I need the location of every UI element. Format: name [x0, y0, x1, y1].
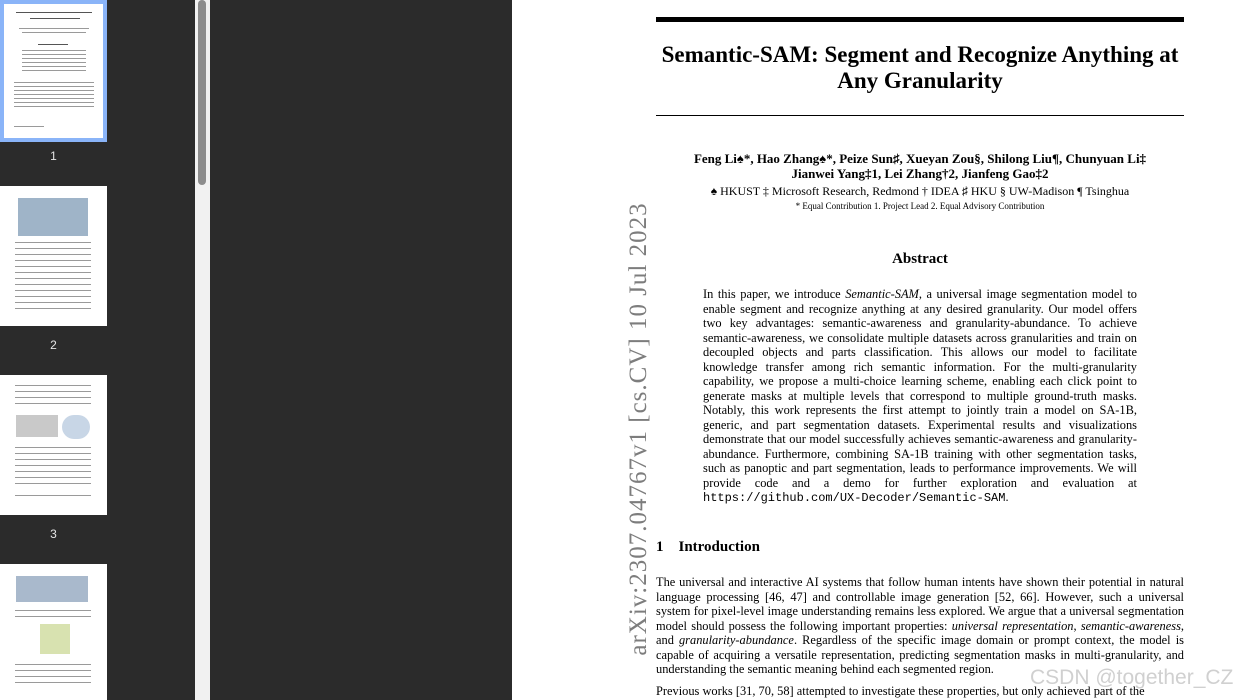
paper-title [656, 42, 1184, 94]
abstract-fragment: In this paper, we introduce [703, 287, 846, 301]
intro-fragment: The universal and interactive AI systems that follow human intents have shown their potential in natural language processing [46, 47] and controllable image generation [52, 66]. However, such a universal system for pixel-level image understanding remains less explored. We argue that a universal segmentation model should possess the following important properties: [656, 575, 1184, 633]
section-title: Introduction [678, 539, 760, 555]
arxiv-identifier: arXiv:2307.04767v1 [cs.CV] 10 Jul 2023 [625, 202, 652, 656]
section-heading [656, 539, 1056, 556]
abstract-fragment: , a universal image segmentation model to enable segment and recognize anything at any desired granularity. Our model offers two key advantages: semantic-awareness and granularity-abundance. To achieve semantic-awareness, we consolidate multiple datasets across granularities and train on decoupled objects and parts classification. This allows our model to facilitate knowledge transfer among rich semantic information. For the multi-granularity capability, we propose a multi-choice learning scheme, enabling each click point to generate masks at multiple levels that correspond to multiple ground-truth masks. Notably, this work represents the first attempt to jointly train a model on SA-1B, generic, and part segmentation datasets. Experimental results and visualizations demonstrate that our model successfully achieves semantic-awareness and granularity-abundance. Furthermore, combining SA-1B training with other segmentation tasks, such as panoptic and part segmentation, leads to performance improvements. We will provide code and a demo for further exploration and evaluation at [703, 287, 1137, 490]
abstract-fragment: . [1005, 490, 1009, 504]
intro-paragraph [656, 575, 1184, 677]
pdf-page [512, 0, 1258, 700]
intro-emphasis: semantic-awareness [1080, 618, 1181, 633]
section-number: 1 [656, 539, 664, 555]
title-line: Semantic-SAM: Segment and Recognize Anything at [661, 42, 1179, 67]
thumbnail-page-number: 1 [50, 149, 57, 163]
scrollbar-thumb[interactable] [198, 0, 206, 185]
viewer-background [210, 0, 512, 700]
intro-fragment: , [1073, 618, 1081, 633]
model-name: Semantic-SAM [845, 287, 919, 301]
thumbnail-page-number: 3 [50, 527, 57, 541]
page-thumbnail-4[interactable] [0, 564, 107, 700]
intro-paragraph-2: Previous works [31, 70, 58] attempted to investigate these properties, but only achieved part of the [656, 684, 1145, 698]
code-link[interactable]: https://github.com/UX-Decoder/Semantic-SAM [703, 491, 1006, 505]
title-bottom-rule [656, 115, 1184, 116]
title-top-rule [656, 17, 1184, 22]
thumbnail-page-number: 2 [50, 338, 57, 352]
affiliations: ♠ HKUST ‡ Microsoft Research, Redmond † IDEA ♯ HKU § UW-Madison ¶ Tsinghua [710, 184, 1130, 198]
authors-line: Feng Li♠*, Hao Zhang♠*, Peize Sun♯, Xueyan Zou§, Shilong Liu¶, Chunyuan Li‡ [693, 151, 1147, 166]
title-line: Any Granularity [837, 68, 1003, 93]
author-list [656, 151, 1184, 181]
csdn-watermark: CSDN @together_CZ [1030, 666, 1234, 689]
thumbnail-sidebar [0, 0, 195, 700]
page-thumbnail-3[interactable] [0, 375, 107, 515]
authors-line: Jianwei Yang‡1, Lei Zhang†2, Jianfeng Gao‡2 [791, 166, 1049, 181]
intro-fragment: . Regardless of the specific image domain or prompt context, the model is capable of acquiring a versatile representation, predicting segmentation masks in multi-granularity, and understanding the semantic meaning behind each segmented region. [656, 633, 1184, 676]
abstract-text [703, 287, 1137, 506]
intro-emphasis: granularity-abundance [678, 633, 794, 647]
page-thumbnail-1[interactable] [0, 0, 107, 142]
intro-emphasis: universal representation [951, 618, 1074, 633]
abstract-heading: Abstract [892, 251, 948, 267]
sidebar-scrollbar[interactable] [195, 0, 210, 700]
intro-fragment: , and [656, 618, 1184, 647]
page-thumbnail-2[interactable] [0, 186, 107, 326]
author-notes: * Equal Contribution 1. Project Lead 2. Equal Advisory Contribution [795, 201, 1045, 211]
